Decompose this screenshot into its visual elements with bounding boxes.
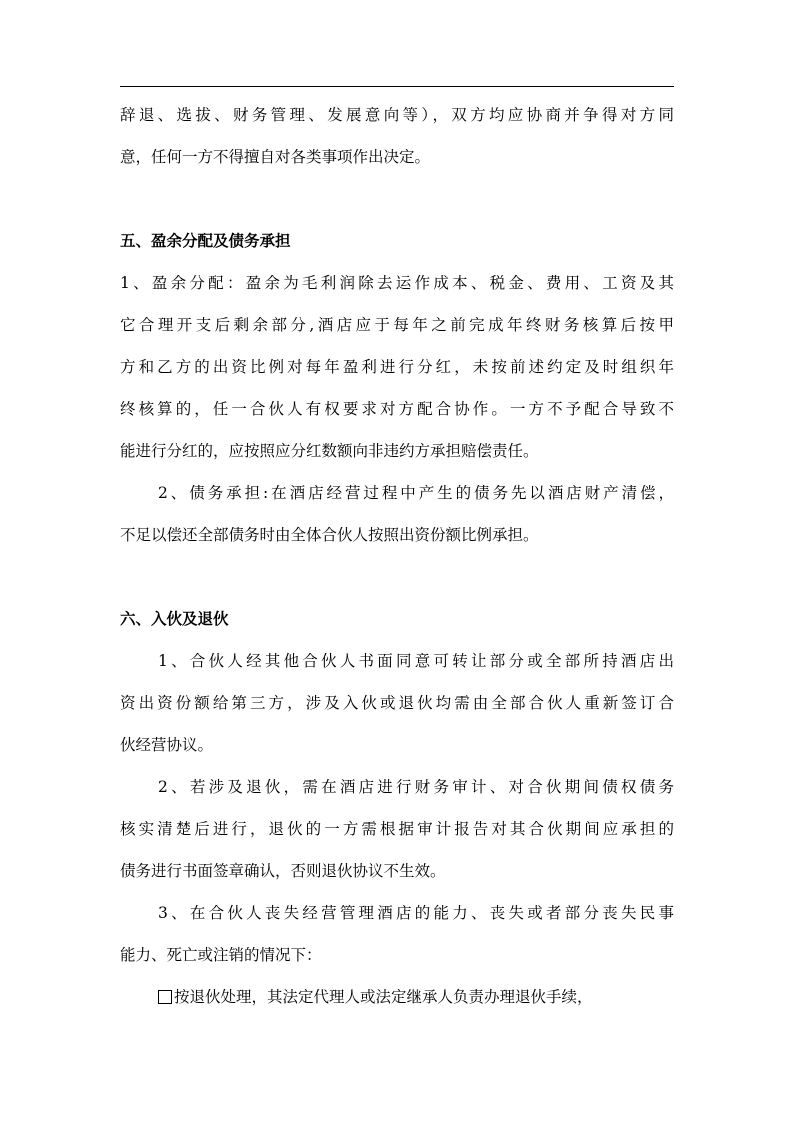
s6-p2-line-2: 核实清楚后进行，退伙的一方需根据审计报告对其合伙期间应承担的 [120, 820, 674, 838]
s5-p1-line-1: 1、盈余分配：盈余为毛利润除去运作成本、税金、费用、工资及其 [120, 274, 674, 292]
section-5-heading: 五、盈余分配及债务承担 [120, 231, 291, 250]
s6-p1-line-3: 伙经营协议。 [120, 736, 214, 754]
s6-p3-line-2: 能力、死亡或注销的情况下： [120, 946, 322, 964]
s6-p1-line-1: 1、合伙人经其他合伙人书面同意可转让部分或全部所持酒店出 [158, 652, 674, 670]
header-rule [120, 86, 674, 87]
s5-p1-line-5: 能进行分红的，应按照应分红数额向非违约方承担赔偿责任。 [120, 442, 539, 460]
intro-line-2: 意，任何一方不得擅自对各类事项作出决定。 [120, 148, 431, 166]
s5-p1-line-4: 终核算的，任一合伙人有权要求对方配合协作。一方不予配合导致不 [120, 400, 674, 418]
s6-p2-line-1: 2、若涉及退伙，需在酒店进行财务审计、对合伙期间债权债务 [158, 778, 674, 796]
s5-p2-line-2: 不足以偿还全部债务时由全体合伙人按照出资份额比例承担。 [120, 526, 539, 544]
s5-p1-line-3: 方和乙方的出资比例对每年盈利进行分红，未按前述约定及时组织年 [120, 358, 674, 376]
s6-item-1-text: 按退伙处理，其法定代理人或法定继承人负责办理退伙手续， [174, 988, 593, 1006]
s6-item-1 [158, 987, 674, 1007]
s6-p2-line-3: 债务进行书面签章确认，否则退伙协议不生效。 [120, 862, 446, 880]
intro-line-1: 辞退、选拔、财务管理、发展意向等），双方均应协商并争得对方同 [120, 106, 674, 124]
s6-p1-line-2: 资出资份额给第三方，涉及入伙或退伙均需由全部合伙人重新签订合 [120, 694, 674, 712]
s6-p3-line-1: 3、在合伙人丧失经营管理酒店的能力、丧失或者部分丧失民事 [158, 904, 674, 922]
checkbox-icon [158, 990, 172, 1004]
section-6-heading: 六、入伙及退伙 [120, 609, 229, 628]
s5-p2-line-1: 2、债务承担:在酒店经营过程中产生的债务先以酒店财产清偿， [158, 484, 674, 502]
s5-p1-line-2: 它合理开支后剩余部分,酒店应于每年之前完成年终财务核算后按甲 [120, 316, 674, 334]
